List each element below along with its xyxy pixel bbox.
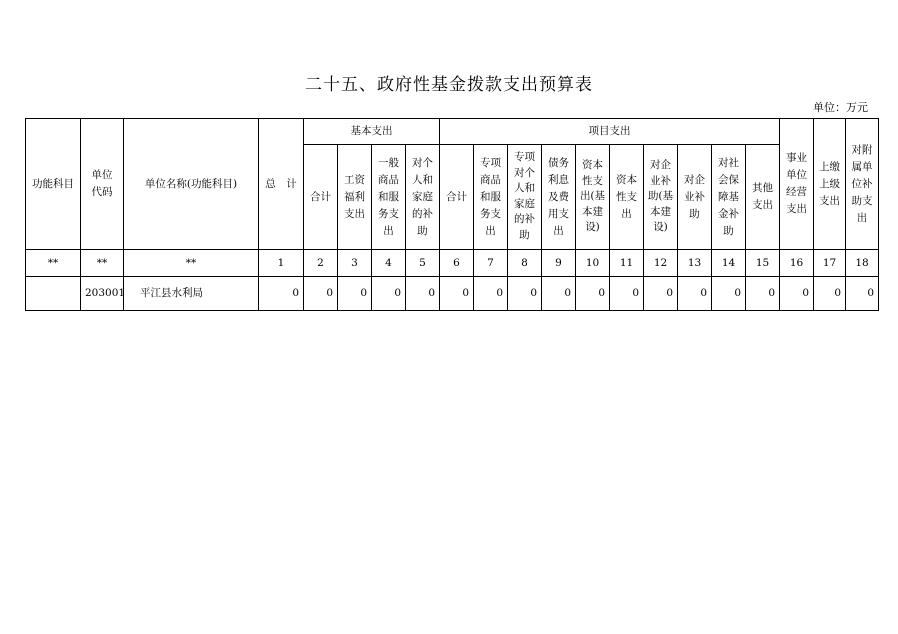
row-unit-name: 平江县水利局 xyxy=(124,277,259,311)
header-unit-name: 单位名称(功能科目) xyxy=(124,119,259,250)
index-cell: 1 xyxy=(259,250,304,277)
header-enterprise-build: 对企业补助(基本建设) xyxy=(644,145,678,250)
row-value: 0 xyxy=(474,277,508,311)
index-cell: 16 xyxy=(780,250,814,277)
header-social: 对社会保障基金补助 xyxy=(712,145,746,250)
index-cell: 4 xyxy=(372,250,406,277)
row-value: 0 xyxy=(338,277,372,311)
index-cell: 5 xyxy=(406,250,440,277)
index-cell: 15 xyxy=(746,250,780,277)
unit-label: 单位：万元 xyxy=(813,101,868,114)
index-cell: 6 xyxy=(440,250,474,277)
header-basic-sum: 合计 xyxy=(304,145,338,250)
row-value: 0 xyxy=(746,277,780,311)
header-upper: 上缴上级支出 xyxy=(814,119,846,250)
header-affiliate: 对附属单位补助支出 xyxy=(846,119,879,250)
row-value: 0 xyxy=(780,277,814,311)
row-value: 0 xyxy=(644,277,678,311)
row-value: 0 xyxy=(508,277,542,311)
index-cell: 3 xyxy=(338,250,372,277)
index-cell: 14 xyxy=(712,250,746,277)
header-enterprise: 对企业补助 xyxy=(678,145,712,250)
index-cell: 17 xyxy=(814,250,846,277)
header-proj-personal: 专项对个人和家庭的补助 xyxy=(508,145,542,250)
row-unit-code: 203001 xyxy=(81,277,124,311)
index-cell: 2 xyxy=(304,250,338,277)
header-unit-code: 单位代码 xyxy=(81,119,124,250)
header-total: 总 计 xyxy=(259,119,304,250)
row-value: 0 xyxy=(372,277,406,311)
header-capital-build: 资本性支出(基本建设) xyxy=(576,145,610,250)
row-value: 0 xyxy=(406,277,440,311)
row-value: 0 xyxy=(678,277,712,311)
index-row xyxy=(26,250,879,277)
row-value: 0 xyxy=(712,277,746,311)
header-project: 项目支出 xyxy=(440,119,780,145)
row-value: 0 xyxy=(304,277,338,311)
table-row xyxy=(26,277,879,311)
budget-table xyxy=(25,118,879,311)
header-func-subject: 功能科目 xyxy=(26,119,81,250)
index-cell: 8 xyxy=(508,250,542,277)
index-cell: 9 xyxy=(542,250,576,277)
index-cell: 13 xyxy=(678,250,712,277)
index-cell: 11 xyxy=(610,250,644,277)
header-business: 事业单位经营支出 xyxy=(780,119,814,250)
row-value: 0 xyxy=(259,277,304,311)
header-capital: 资本性支出 xyxy=(610,145,644,250)
row-value: 0 xyxy=(576,277,610,311)
header-proj-sum: 合计 xyxy=(440,145,474,250)
index-cell: ** xyxy=(81,250,124,277)
index-cell: 10 xyxy=(576,250,610,277)
index-cell: 18 xyxy=(846,250,879,277)
index-cell: 7 xyxy=(474,250,508,277)
header-personal: 对个人和家庭的补助 xyxy=(406,145,440,250)
row-value: 0 xyxy=(846,277,879,311)
row-func-cell xyxy=(26,277,81,311)
row-value: 0 xyxy=(542,277,576,311)
index-cell: ** xyxy=(26,250,81,277)
row-value: 0 xyxy=(814,277,846,311)
header-basic: 基本支出 xyxy=(304,119,440,145)
row-value: 0 xyxy=(440,277,474,311)
index-cell: 12 xyxy=(644,250,678,277)
header-debt: 债务利息及费用支出 xyxy=(542,145,576,250)
header-wage: 工资福利支出 xyxy=(338,145,372,250)
header-row-1 xyxy=(26,119,879,145)
header-other: 其他支出 xyxy=(746,145,780,250)
row-value: 0 xyxy=(610,277,644,311)
page-title: 二十五、政府性基金拨款支出预算表 xyxy=(305,75,593,95)
header-special-goods: 专项商品和服务支出 xyxy=(474,145,508,250)
header-goods: 一般商品和服务支出 xyxy=(372,145,406,250)
index-cell: ** xyxy=(124,250,259,277)
